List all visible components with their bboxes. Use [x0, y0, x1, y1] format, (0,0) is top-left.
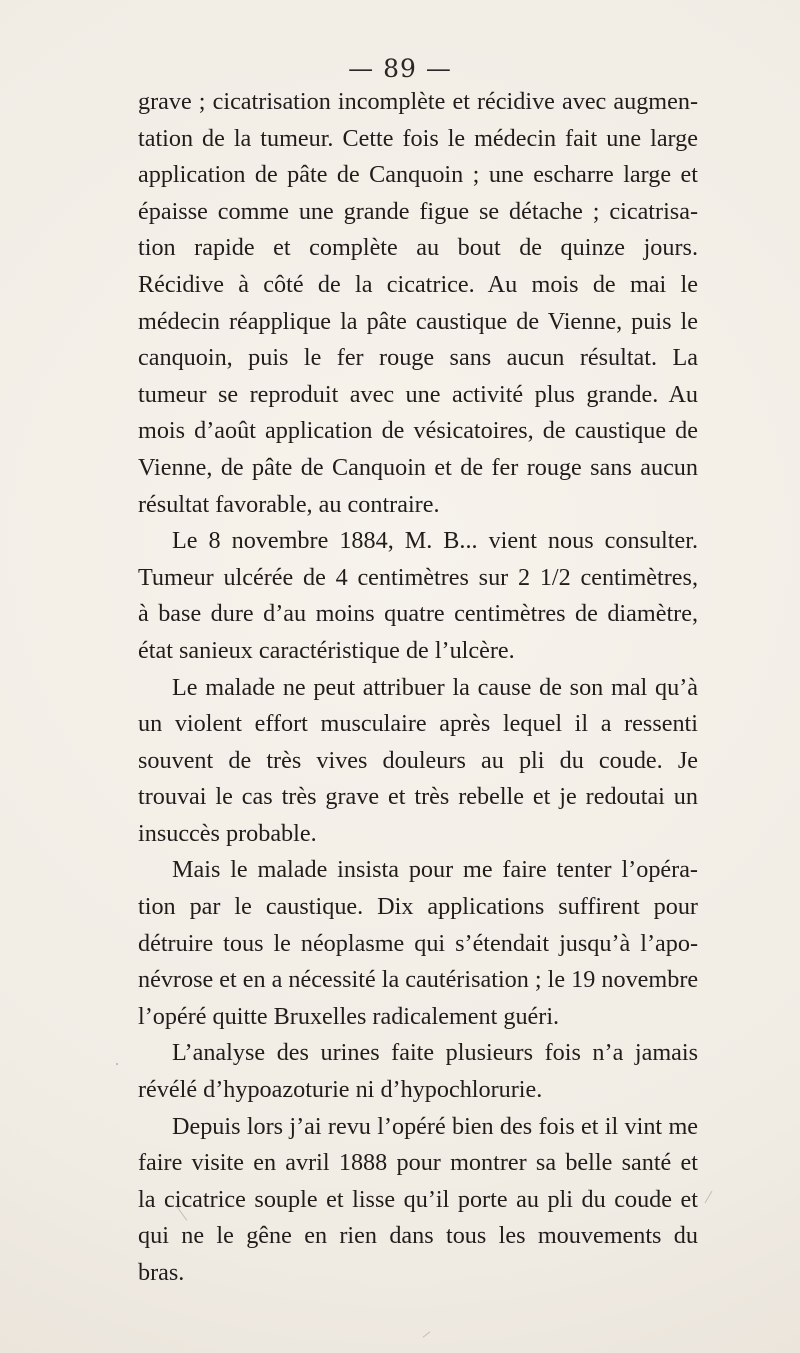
body-text	[138, 84, 698, 1292]
paragraph-end-line: révélé d’hypoazoturie ni d’hypochlorurie.	[138, 1076, 543, 1104]
text-line: névrose et en a nécessité la cautérisation ; le 19 novembre	[138, 966, 699, 994]
text-line: tumeur se reproduit avec une activité plus grande. Au	[138, 380, 698, 408]
text-line: détruire tous le néoplasme qui s’étendait jusqu’à l’apo-	[138, 929, 698, 957]
paragraph-start-line: Le malade ne peut attribuer la cause de son mal qu’à	[172, 673, 698, 701]
text-line: médecin réapplique la pâte caustique de Vienne, puis le	[138, 307, 698, 335]
paragraph-end-line: insuccès probable.	[138, 819, 317, 847]
text-line: tion par le caustique. Dix applications suffirent pour	[138, 893, 698, 921]
text-line: la cicatrice souple et lisse qu’il porte au pli du coude et	[138, 1185, 698, 1213]
text-line: souvent de très vives douleurs au pli du coude. Je	[138, 746, 698, 774]
text-line: tation de la tumeur. Cette fois le médecin fait une large	[138, 124, 698, 152]
text-line: qui ne le gêne en rien dans tous les mouvements du	[138, 1222, 698, 1250]
text-line: Vienne, de pâte de Canquoin et de fer rouge sans aucun	[138, 453, 698, 481]
text-line: application de pâte de Canquoin ; une escharre large et	[138, 161, 698, 189]
paper-speck	[423, 1331, 431, 1337]
paper-speck	[705, 1191, 713, 1204]
paragraph-start-line: Le 8 novembre 1884, M. B... vient nous consulter.	[172, 527, 698, 555]
text-line: trouvai le cas très grave et très rebelle et je redoutai un	[138, 783, 698, 811]
text-line: un violent effort musculaire après lequel il a ressenti	[138, 710, 698, 738]
paragraph-start-line: Mais le malade insista pour me faire tenter l’opéra-	[172, 856, 698, 884]
paragraph-end-line: bras.	[138, 1259, 185, 1286]
paragraph-end-line: l’opéré quitte Bruxelles radicalement guéri.	[138, 1002, 560, 1030]
paragraph-end-line: résultat favorable, au contraire.	[138, 490, 440, 518]
text-line: épaisse comme une grande figue se détache ; cicatrisa-	[138, 197, 698, 225]
text-line: à base dure d’au moins quatre centimètres de diamètre,	[138, 600, 698, 628]
text-line: grave ; cicatrisation incomplète et récidive avec augmen-	[138, 88, 698, 115]
text-line: Tumeur ulcérée de 4 centimètres sur 2 1/2 centimètres,	[138, 563, 698, 591]
text-line: Récidive à côté de la cicatrice. Au mois de mai le	[138, 270, 698, 298]
text-line: faire visite en avril 1888 pour montrer sa belle santé et	[138, 1149, 698, 1177]
text-line: canquoin, puis le fer rouge sans aucun résultat. La	[138, 344, 698, 372]
paper-speck	[116, 1063, 118, 1065]
paragraph-start-line: L’analyse des urines faite plusieurs fois n’a jamais	[172, 1039, 698, 1067]
text-line: mois d’août application de vésicatoires, de caustique de	[138, 417, 698, 445]
text-line: tion rapide et complète au bout de quinze jours.	[138, 234, 698, 262]
paragraph-end-line: état sanieux caractéristique de l’ulcère.	[138, 636, 515, 664]
page-number: — 89 —	[348, 54, 452, 83]
paragraph-start-line: Depuis lors j’ai revu l’opéré bien des fois et il vint me	[172, 1112, 698, 1140]
